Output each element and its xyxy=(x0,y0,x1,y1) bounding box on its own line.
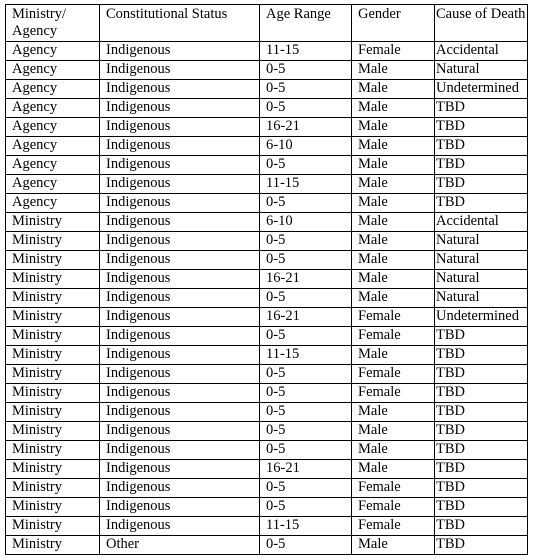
table-row xyxy=(6,289,528,308)
table-row xyxy=(6,118,528,137)
cell-ministry-agency: Agency xyxy=(6,156,100,175)
table-row xyxy=(6,80,528,99)
cell-age-range: 6-10 xyxy=(260,137,352,156)
cell-gender: Male xyxy=(352,536,435,555)
cell-ministry-agency: Ministry xyxy=(6,251,100,270)
header-gender: Gender xyxy=(352,5,435,42)
cell-constitutional-status: Indigenous xyxy=(100,270,260,289)
cell-cause-of-death: Natural xyxy=(435,289,528,308)
cell-constitutional-status: Indigenous xyxy=(100,308,260,327)
cell-constitutional-status: Indigenous xyxy=(100,365,260,384)
cell-cause-of-death: TBD xyxy=(435,175,528,194)
table-row xyxy=(6,365,528,384)
header-constitutional-status: Constitutional Status xyxy=(100,5,260,42)
cell-gender: Male xyxy=(352,403,435,422)
cell-ministry-agency: Ministry xyxy=(6,536,100,555)
table-row xyxy=(6,517,528,536)
cell-constitutional-status: Indigenous xyxy=(100,213,260,232)
cell-constitutional-status: Indigenous xyxy=(100,346,260,365)
cell-ministry-agency: Ministry xyxy=(6,517,100,536)
cell-cause-of-death: TBD xyxy=(435,194,528,213)
cell-cause-of-death: TBD xyxy=(435,156,528,175)
cell-age-range: 11-15 xyxy=(260,346,352,365)
cell-cause-of-death: Accidental xyxy=(435,213,528,232)
cell-cause-of-death: TBD xyxy=(435,99,528,118)
table-row xyxy=(6,536,528,555)
cell-age-range: 16-21 xyxy=(260,270,352,289)
cell-age-range: 0-5 xyxy=(260,61,352,80)
cell-gender: Female xyxy=(352,42,435,61)
cell-constitutional-status: Indigenous xyxy=(100,327,260,346)
cell-gender: Female xyxy=(352,517,435,536)
table-row xyxy=(6,42,528,61)
cell-gender: Male xyxy=(352,232,435,251)
cell-age-range: 16-21 xyxy=(260,460,352,479)
cell-constitutional-status: Indigenous xyxy=(100,289,260,308)
cell-ministry-agency: Ministry xyxy=(6,498,100,517)
cell-constitutional-status: Indigenous xyxy=(100,479,260,498)
cell-age-range: 0-5 xyxy=(260,498,352,517)
cell-constitutional-status: Indigenous xyxy=(100,441,260,460)
cell-constitutional-status: Indigenous xyxy=(100,194,260,213)
table-body xyxy=(6,42,528,555)
cell-age-range: 16-21 xyxy=(260,308,352,327)
cell-cause-of-death: TBD xyxy=(435,327,528,346)
cell-gender: Male xyxy=(352,460,435,479)
table-row xyxy=(6,441,528,460)
cell-gender: Male xyxy=(352,80,435,99)
cell-age-range: 0-5 xyxy=(260,422,352,441)
cell-ministry-agency: Ministry xyxy=(6,422,100,441)
table-header xyxy=(6,5,528,42)
cell-ministry-agency: Agency xyxy=(6,99,100,118)
cell-age-range: 0-5 xyxy=(260,536,352,555)
cell-gender: Male xyxy=(352,422,435,441)
cell-gender: Male xyxy=(352,251,435,270)
header-cause-of-death: Cause of Death xyxy=(435,5,528,42)
cell-ministry-agency: Ministry xyxy=(6,479,100,498)
cell-gender: Female xyxy=(352,384,435,403)
cell-gender: Male xyxy=(352,289,435,308)
cell-ministry-agency: Ministry xyxy=(6,289,100,308)
cell-cause-of-death: TBD xyxy=(435,536,528,555)
cell-gender: Male xyxy=(352,99,435,118)
cell-ministry-agency: Ministry xyxy=(6,327,100,346)
cell-constitutional-status: Indigenous xyxy=(100,156,260,175)
cell-age-range: 0-5 xyxy=(260,99,352,118)
cell-gender: Male xyxy=(352,441,435,460)
cell-age-range: 0-5 xyxy=(260,232,352,251)
cell-constitutional-status: Other xyxy=(100,536,260,555)
table-row xyxy=(6,479,528,498)
table-row xyxy=(6,308,528,327)
cell-ministry-agency: Agency xyxy=(6,175,100,194)
cell-ministry-agency: Ministry xyxy=(6,441,100,460)
cell-constitutional-status: Indigenous xyxy=(100,232,260,251)
header-age-range: Age Range xyxy=(260,5,352,42)
cell-age-range: 0-5 xyxy=(260,80,352,99)
cell-constitutional-status: Indigenous xyxy=(100,498,260,517)
table-row xyxy=(6,194,528,213)
cell-constitutional-status: Indigenous xyxy=(100,137,260,156)
table-row xyxy=(6,99,528,118)
table-row xyxy=(6,213,528,232)
cell-constitutional-status: Indigenous xyxy=(100,118,260,137)
table-row xyxy=(6,61,528,80)
cell-age-range: 0-5 xyxy=(260,403,352,422)
cell-gender: Female xyxy=(352,327,435,346)
cell-constitutional-status: Indigenous xyxy=(100,384,260,403)
cell-gender: Male xyxy=(352,346,435,365)
cell-ministry-agency: Agency xyxy=(6,118,100,137)
cell-constitutional-status: Indigenous xyxy=(100,80,260,99)
cell-gender: Male xyxy=(352,156,435,175)
cell-ministry-agency: Agency xyxy=(6,42,100,61)
cell-ministry-agency: Ministry xyxy=(6,270,100,289)
cell-cause-of-death: TBD xyxy=(435,441,528,460)
cell-constitutional-status: Indigenous xyxy=(100,175,260,194)
cell-ministry-agency: Ministry xyxy=(6,232,100,251)
cell-constitutional-status: Indigenous xyxy=(100,99,260,118)
cell-cause-of-death: TBD xyxy=(435,479,528,498)
cell-cause-of-death: TBD xyxy=(435,365,528,384)
cell-age-range: 16-21 xyxy=(260,118,352,137)
cell-gender: Female xyxy=(352,365,435,384)
table-row xyxy=(6,270,528,289)
table-row xyxy=(6,460,528,479)
cell-cause-of-death: Natural xyxy=(435,270,528,289)
cell-gender: Male xyxy=(352,61,435,80)
cell-constitutional-status: Indigenous xyxy=(100,251,260,270)
cell-age-range: 6-10 xyxy=(260,213,352,232)
cell-age-range: 0-5 xyxy=(260,194,352,213)
table-row xyxy=(6,346,528,365)
table-row xyxy=(6,232,528,251)
cell-constitutional-status: Indigenous xyxy=(100,517,260,536)
cell-cause-of-death: TBD xyxy=(435,517,528,536)
cell-gender: Male xyxy=(352,270,435,289)
cell-age-range: 11-15 xyxy=(260,175,352,194)
cell-ministry-agency: Agency xyxy=(6,61,100,80)
cell-constitutional-status: Indigenous xyxy=(100,403,260,422)
cell-gender: Female xyxy=(352,308,435,327)
table-row xyxy=(6,403,528,422)
cell-constitutional-status: Indigenous xyxy=(100,42,260,61)
cell-cause-of-death: TBD xyxy=(435,346,528,365)
cell-gender: Female xyxy=(352,498,435,517)
cell-age-range: 0-5 xyxy=(260,479,352,498)
deaths-table xyxy=(5,4,528,555)
cell-constitutional-status: Indigenous xyxy=(100,422,260,441)
table-row xyxy=(6,384,528,403)
cell-cause-of-death: TBD xyxy=(435,118,528,137)
table-row xyxy=(6,422,528,441)
cell-cause-of-death: TBD xyxy=(435,137,528,156)
table-row xyxy=(6,137,528,156)
table-row xyxy=(6,156,528,175)
cell-age-range: 0-5 xyxy=(260,384,352,403)
cell-age-range: 0-5 xyxy=(260,289,352,308)
deaths-table-container xyxy=(5,4,528,555)
cell-age-range: 0-5 xyxy=(260,441,352,460)
cell-cause-of-death: Undetermined xyxy=(435,308,528,327)
table-row xyxy=(6,251,528,270)
cell-cause-of-death: TBD xyxy=(435,384,528,403)
cell-cause-of-death: Natural xyxy=(435,251,528,270)
cell-constitutional-status: Indigenous xyxy=(100,61,260,80)
cell-ministry-agency: Ministry xyxy=(6,460,100,479)
cell-gender: Male xyxy=(352,137,435,156)
cell-ministry-agency: Ministry xyxy=(6,346,100,365)
cell-ministry-agency: Agency xyxy=(6,194,100,213)
cell-gender: Female xyxy=(352,479,435,498)
cell-cause-of-death: Accidental xyxy=(435,42,528,61)
cell-ministry-agency: Ministry xyxy=(6,403,100,422)
cell-cause-of-death: Natural xyxy=(435,61,528,80)
cell-ministry-agency: Ministry xyxy=(6,308,100,327)
header-ministry-agency: Ministry/ Agency xyxy=(6,5,100,42)
cell-ministry-agency: Agency xyxy=(6,137,100,156)
cell-constitutional-status: Indigenous xyxy=(100,460,260,479)
cell-age-range: 0-5 xyxy=(260,156,352,175)
cell-ministry-agency: Ministry xyxy=(6,365,100,384)
cell-age-range: 0-5 xyxy=(260,327,352,346)
cell-cause-of-death: TBD xyxy=(435,460,528,479)
cell-cause-of-death: Undetermined xyxy=(435,80,528,99)
table-row xyxy=(6,327,528,346)
table-row xyxy=(6,175,528,194)
cell-cause-of-death: TBD xyxy=(435,403,528,422)
cell-age-range: 11-15 xyxy=(260,42,352,61)
cell-cause-of-death: Natural xyxy=(435,232,528,251)
cell-age-range: 0-5 xyxy=(260,251,352,270)
cell-ministry-agency: Ministry xyxy=(6,213,100,232)
cell-age-range: 0-5 xyxy=(260,365,352,384)
header-row xyxy=(6,5,528,42)
table-row xyxy=(6,498,528,517)
cell-ministry-agency: Ministry xyxy=(6,384,100,403)
cell-cause-of-death: TBD xyxy=(435,498,528,517)
cell-gender: Male xyxy=(352,213,435,232)
cell-gender: Male xyxy=(352,175,435,194)
cell-cause-of-death: TBD xyxy=(435,422,528,441)
cell-ministry-agency: Agency xyxy=(6,80,100,99)
cell-age-range: 11-15 xyxy=(260,517,352,536)
cell-gender: Male xyxy=(352,194,435,213)
cell-gender: Male xyxy=(352,118,435,137)
